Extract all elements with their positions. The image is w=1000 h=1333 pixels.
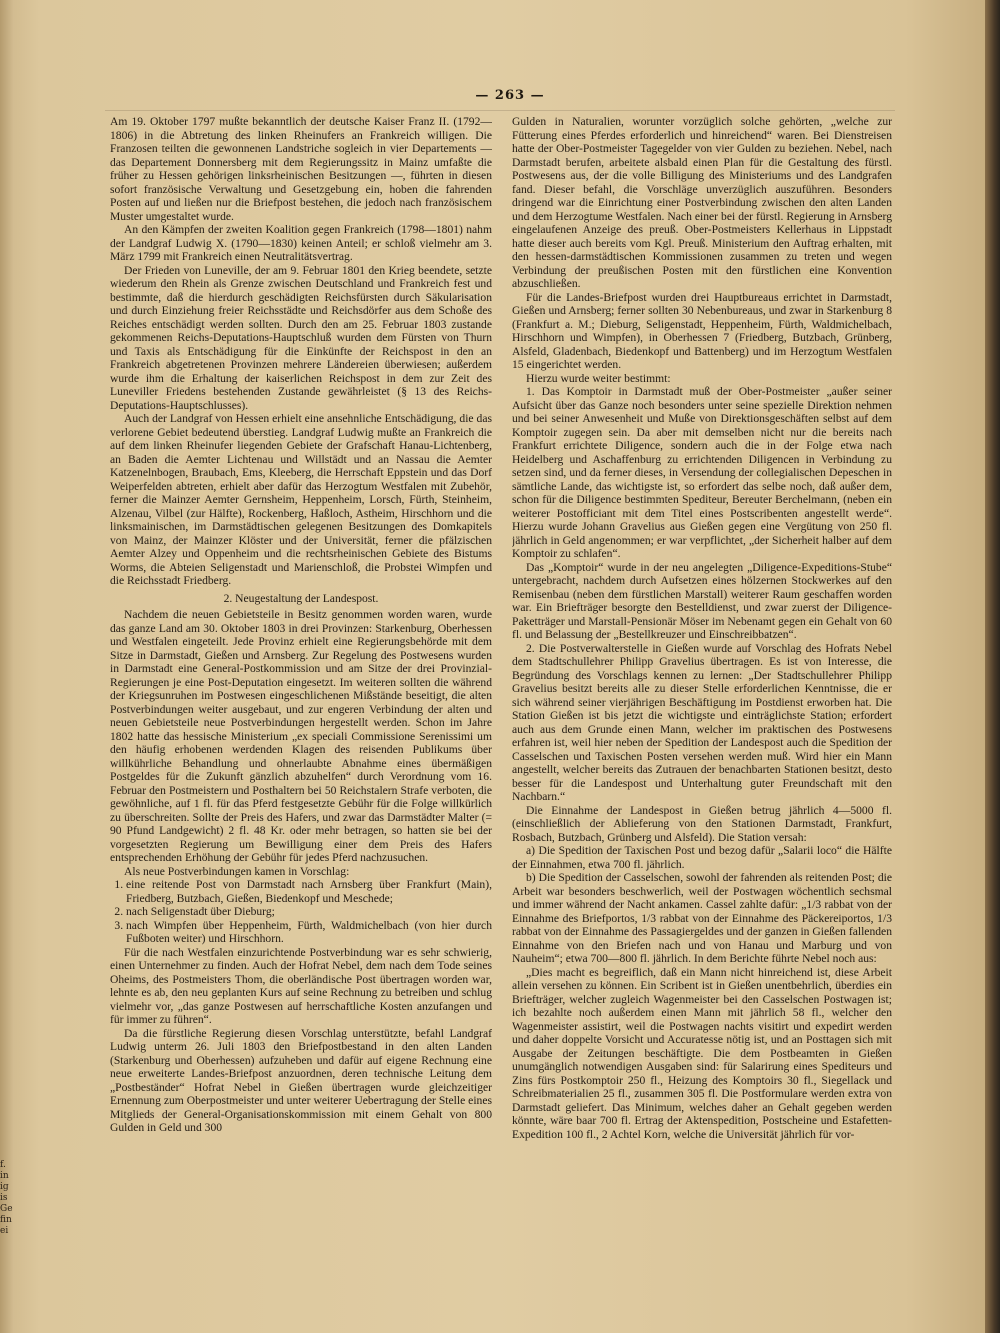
- paragraph: Für die nach Westfalen einzurichtende Postverbindung war es sehr schwierig, einen Unternehmer zu finden. Auch der Hofrat Nebel, dem nach dem Tode seines Oheims, des Postmeisters Thom, die oberländische Post übertragen worden war, lehnte es ab, den neu geplanten Kurs auf seine Rechnung zu betreiben und schlug vielmehr vor, „das ganze Postwesen auf herrschaftliche Kosten anzufangen und für immer zu führen“.: [110, 945, 492, 1026]
- paragraph: Das „Komptoir“ wurde in der neu angelegten „Diligence-Expeditions-Stube“ untergebracht, nachdem durch Aufsetzen eines hölzernen Stockwerkes auf den Remisenbau (neben dem fürstlichen Marstall) weiterer Raum geschaffen worden war. Ein Briefträger besorgte den Bestelldienst, und zwar zuerst der Diligence-Paketträger und Marstall-Pensionär Möser im Nebenamt gegen ein Gehalt von 60 fl. und Belassung der „Bestellkreuzer und Einschreibbatzen“.: [512, 560, 892, 641]
- paragraph: Die Einnahme der Landespost in Gießen betrug jährlich 4—5000 fl. (einschließlich der Ablieferung von den Stationen Darmstadt, Frankfurt, Rosbach, Butzbach, Grünberg und Alsfeld). Die Station versah:: [512, 803, 892, 844]
- book-binding-edge: [985, 0, 1000, 1333]
- paragraph: Als neue Postverbindungen kamen in Vorschlag:: [124, 864, 350, 878]
- paragraph: Nachdem die neuen Gebietsteile in Besitz genommen worden waren, wurde das ganze Land am 30. Oktober 1803 in drei Provinzen: Starkenburg, Oberhessen und Westfalen eingeteilt. Jede Provinz erhielt eine Regierungsbehörde mit dem Sitze in Darmstadt, Gießen und Arnsberg. Zur Regelung des Postwesens wurden in Darmstadt eine General-Postkommission und am Sitze der drei Provinzial-Regierungen je eine Post-Deputation eingesetzt. Im weiteren sollten die während der Kriegsunruhen im Postwesen eingeschlichenen Mißstände beseitigt, die alten Postverbindungen weiter ausgebaut, und zur engeren Verbindung der alten und neuen Gebietsteile neue Postverbindungen hergestellt werden. Schon im Jahre 1802 hatte das hessische Ministerium „ex speciali Commissione Serenissimi um den häufig erhobenen werdenden Klagen des reisenden Publikums über willkührliche Behandlung und ohnerlaubte Abnahme eines übermäßigen Postgeldes für die Zukunft gänzlich abzuhelfen“ durch Verordnung vom 16. Februar den Postmeistern und Posthaltern bei 50 Reichstalern Strafe verboten, die gewöhnliche, auf 1 fl. für das Pferd festgesetzte Gebühr für die Folge willkürlich zu überschreiten. Sollte der Preis des Hafers, und zwar das Darmstädter Malter (= 90 Pfund Landgewicht) 2 fl. 48 Kr. oder mehr betragen, so hatten sie bei der vorgesetzten Regierung um Bewilligung einer dem Preis des Hafers entsprechenden Erhöhung der Gebühr für jedes Pferd nachzusuchen.: [110, 608, 492, 864]
- margin-fragment: Ge: [0, 1204, 13, 1214]
- section-heading: 2. Neugestaltung der Landespost.: [223, 591, 379, 605]
- paragraph: a) Die Spedition der Taxischen Post und bezog dafür „Salarii loco“ die Hälfte der Einnahmen, etwa 700 fl. jährlich.: [512, 844, 892, 871]
- paragraph: 2. Die Postverwalterstelle in Gießen wurde auf Vorschlag des Hofrats Nebel dem Stadtschullehrer Philipp Gravelius übertragen. Es ist von Interesse, die Begründung des Vorschlags kennen zu lernen: „Der Stadtschullehrer Philipp Gravelius besitzt bereits alle zu dieser Stelle erforderlichen Kenntnisse, die er sich während seiner vierjährigen Beschäftigung im Postdienst erworben hat. Die Station Gießen ist bis jetzt die wichtigste und einträglichste Station; erfordert auch aus dem Grunde einen Mann, welcher im praktischen des Postwesens erfahren ist, weil hier neben der Spedition der Landespost auch die Spedition der Casselschen und Taxischen Posten versehen werden muß. Wird hier ein Mann angestellt, welcher bereits das Zutrauen der benachbarten Stationen besitzt, desto besser für die Landespost und Unterhaltung guter Freundschaft mit den Nachbarn.“: [512, 641, 892, 803]
- list-item: 3. nach Wimpfen über Heppenheim, Fürth, Waldmichelbach (von hier durch Fußboten weiter) und Hirschhorn.: [126, 919, 492, 946]
- margin-fragment: fin: [0, 1215, 12, 1225]
- margin-text-fragments: [0, 1160, 14, 1237]
- paragraph: Der Frieden von Luneville, der am 9. Februar 1801 den Krieg beendete, setzte wiederum den Rhein als Grenze zwischen Deutschland und Frankreich fest und bestimmte, daß die hierdurch geschädigten Reichsfürsten durch Säkularisation und durch Einziehung freier Reichsstädte und Reichsdörfer aus dem Schoße des Reiches entschädigt werden sollten. Durch den am 25. Februar 1803 zustande gekommenen Reichs-Deputations-Hauptschluß wurden dem Fürsten von Thurn und Taxis als Entschädigung für die Einkünfte der Reichspost in den an Frankreich abgetretenen Provinzen mehrere Ländereien überwiesen; außerdem wurde ihm die Erhaltung der kaiserlichen Reichspost in dem zur Zeit des Luneviller Friedens bestehenden Zustande gewährleistet (§ 13 des Reichs-Deputations-Hauptschlusses).: [110, 263, 492, 412]
- paragraph: Am 19. Oktober 1797 mußte bekanntlich der deutsche Kaiser Franz II. (1792—1806) in die Abtretung des linken Rheinufers an Frankreich willigen. Die Franzosen teilten die gewonnenen Landstriche sogleich in vier Departements — das Departement Donnersberg mit dem Regierungssitz in Mainz umfaßte die früher zu Hessen gehörigen linksrheinischen Besitzungen —, führten in diesen sofort französische Verwaltung und Gesetzgebung ein, hoben die fahrenden Posten auf und ließen nur die Briefpost bestehen, die jedoch nach französischem Muster umgestaltet wurde.: [110, 115, 492, 223]
- paragraph: Hierzu wurde weiter bestimmt:: [526, 371, 671, 385]
- paragraph: Da die fürstliche Regierung diesen Vorschlag unterstützte, befahl Landgraf Ludwig unterm 26. Juli 1803 den Briefpostbestand in den alten Landen (Starkenburg und Oberhessen) aufzuheben und dafür auf eigene Rechnung eine neue erweiterte Landes-Briefpost anzuordnen, deren technische Leitung dem „Postbeständer“ Hofrat Nebel in Gießen übertragen wurde gleichzeitiger Ernennung zum Oberpostmeister und unter weiterer Uebertragung der Stelle eines Mitglieds der General-Organisationskommission mit einem Gehalt von 800 Gulden in Geld und 300: [110, 1026, 492, 1134]
- margin-fragment: in: [0, 1171, 9, 1181]
- paragraph: Gulden in Naturalien, worunter vorzüglich solche gehörten, „welche zur Fütterung eines Pferdes erforderlich und hinreichend“ waren. Bei Dienstreisen hatte der Ober-Postmeister Tagegelder von vier Gulden zu beziehen. Nebel, nach Darmstadt berufen, arbeitete alsbald einen Plan für die Gestaltung des fürstl. Postwesens aus, der die volle Billigung des Ministeriums und des Landgrafen fand. Dieser befahl, die Vorschläge unverzüglich auszuführen. Besonders dringend war die Einrichtung einer Postverbindung zwischen den alten Landen und dem Herzogtume Westfalen. Nach einer bei der fürstl. Regierung in Arnsberg eingelaufenen Anzeige des preuß. Ober-Postmeisters Kellerhaus in Lippstadt hatte dieser auch bereits vom Kgl. Preuß. Ministerium den Auftrag erhalten, mit den hessen-darmstädtischen Kommissionen zusammen zu treten und wegen Verbindung der preußischen Posten mit den fürstlichen eine Konvention abzuschließen.: [512, 115, 892, 290]
- margin-fragment: ig: [0, 1182, 9, 1192]
- right-column: [512, 115, 892, 1325]
- paragraph: b) Die Spedition der Casselschen, sowohl der fahrenden als reitenden Post; die Arbeit war besonders beschwerlich, weil der Postwagen wöchentlich sechsmal und immer während der Nacht ankamen. Cassel zahlte dafür: „1/3 rabbat von der Einnahme des Briefportos, 1/3 rabbat von der Einnahme des Päckereiportos, 1/3 rabbat von der Einnahme des Passagiergeldes und der ganzen in Gießen fallenden Einnahme von den Briefen nach und von Hanau und Marburg und von Nauheim“; etwa 700—800 fl. jährlich. In dem Berichte führte Nebel noch aus:: [512, 871, 892, 965]
- margin-fragment: is: [0, 1193, 8, 1203]
- header-rule: [105, 110, 895, 111]
- list-item: 2. nach Seligenstadt über Dieburg;: [126, 905, 492, 919]
- paragraph: Für die Landes-Briefpost wurden drei Hauptbureaus errichtet in Darmstadt, Gießen und Arnsberg; ferner sollten 30 Nebenbureaus, und zwar in Starkenburg 8 (Frankfurt a. M.; Dieburg, Seligenstadt, Heppenheim, Fürth, Waldmichelbach, Hirschhorn und Wimpfen), in Oberhessen 7 (Friedberg, Butzbach, Grünberg, Alsfeld, Gladenbach, Biedenkopf und Battenberg) und im Herzogtum Westfalen 15 eingerichtet werden.: [512, 290, 892, 371]
- list-item: 1. eine reitende Post von Darmstadt nach Arnsberg über Frankfurt (Main), Friedberg, Butzbach, Gießen, Biedenkopf und Meschede;: [126, 878, 492, 905]
- page-number: — 263 —: [475, 88, 545, 103]
- paragraph: „Dies macht es begreiflich, daß ein Mann nicht hinreichend ist, diese Arbeit allein versehen zu können. Ein Scribent ist in Gießen unentbehrlich, überdies ein Briefträger, welcher zugleich Wagenmeister bei den Casselschen Postwagen ist; ich bezahlte noch außerdem einen Mann mit jährlich 58 fl., welcher den Wagenmeister assistirt, weil die Postwagen nachts visitirt und expedirt werden und daher doppelte Vorsicht und Accuratesse nötig ist, und an Posttagen sich mit Ausgabe der Zeitungen beschäftigte. Die dem Postbeamten in Gießen unumgänglich notwendigen Ausgaben sind: für Salarirung eines Spediteurs und Zins fürs Postkomptoir 250 fl., Heizung des Komptoirs 30 fl., Siegellack und Schreibmaterialien 25 fl., zusammen 305 fl. Die Postformulare werden extra von Darmstadt geliefert. Das Minimum, welches daher an Gehalt gegeben werden könnte, wäre baar 700 fl. Ertrag der Aktenspedition, Postscheine und Estafetten-Expedition 100 fl., 2 Achtel Korn, welche die Universität jährlich für vor-: [512, 965, 892, 1141]
- left-column: [110, 115, 492, 1325]
- numbered-list: [110, 878, 492, 946]
- paragraph: Auch der Landgraf von Hessen erhielt eine ansehnliche Entschädigung, die das verlorene Gebiet bedeutend überstieg. Landgraf Ludwig mußte an Frankreich die auf dem linken Rheinufer liegenden Gebiete der Grafschaft Hanau-Lichtenberg, an Baden die Aemter Lichtenau und Willstädt und an Nassau die Aemter Katzenelnbogen, Braubach, Ems, Kleeberg, die Herrschaft Eppstein und das Dorf Weiperfelden abtreten, erhielt aber dafür das Herzogtum Westfalen mit Zubehör, ferner die Mainzer Aemter Gernsheim, Heppenheim, Lorsch, Fürth, Steinheim, Alzenau, Vilbel (zur Hälfte), Rockenberg, Haßloch, Astheim, Hirschhorn und die linksmainischen, im Darmstädtischen gelegenen Besitzungen des Domkapitels von Mainz, der Mainzer Klöster und der Universität, ferner die pfälzischen Aemter Alzey und Oppenheim und die rechtsrheinischen Gebiete des Bistums Worms, die Abteien Seligenstadt und Marienschloß, die Probstei Wimpfen und die Reichsstadt Friedberg.: [110, 412, 492, 587]
- paragraph: An den Kämpfen der zweiten Koalition gegen Frankreich (1798—1801) nahm der Landgraf Ludwig X. (1790—1830) keinen Anteil; er schloß vielmehr am 3. März 1799 mit Frankreich einen Neutralitätsvertrag.: [110, 223, 492, 263]
- previous-page-edge: [0, 0, 14, 1333]
- margin-fragment: ei: [0, 1226, 9, 1236]
- margin-fragment: f.: [0, 1160, 6, 1170]
- paragraph: 1. Das Komptoir in Darmstadt muß der Ober-Postmeister „außer seiner Aufsicht über das Ganze noch besonders unter seine spezielle Direktion nehmen und bei seiner Anwesenheit und Muße von Direktionsgeschäften selbst auf dem Komptoir zugegen sein. Da aber mit demselben nicht nur die bereits nach Frankfurt errichtete Diligence, sondern auch die in der Folge etwa nach Heidelberg und Aschaffenburg zu errichtenden Diligencen in Verbindung zu setzen sind, und da ferner dieses, in Versendung der collegialischen Depeschen in sämtliche Lande, das wichtigste ist, so erfordert das selbe noch, daß außer dem, schon für die Diligence bestimmten Spediteur, Bereuter Berchelmann, (neben ein weiterer Postofficiant mit dem Titel eines Postscribenten angestellt werde“. Hierzu wurde Johann Gravelius aus Gießen gegen eine Vergütung von 250 fl. jährlich in Geld angenommen; er war verpflichtet, „der Sicherheit halber auf dem Komptoir zu schlafen“.: [512, 385, 892, 560]
